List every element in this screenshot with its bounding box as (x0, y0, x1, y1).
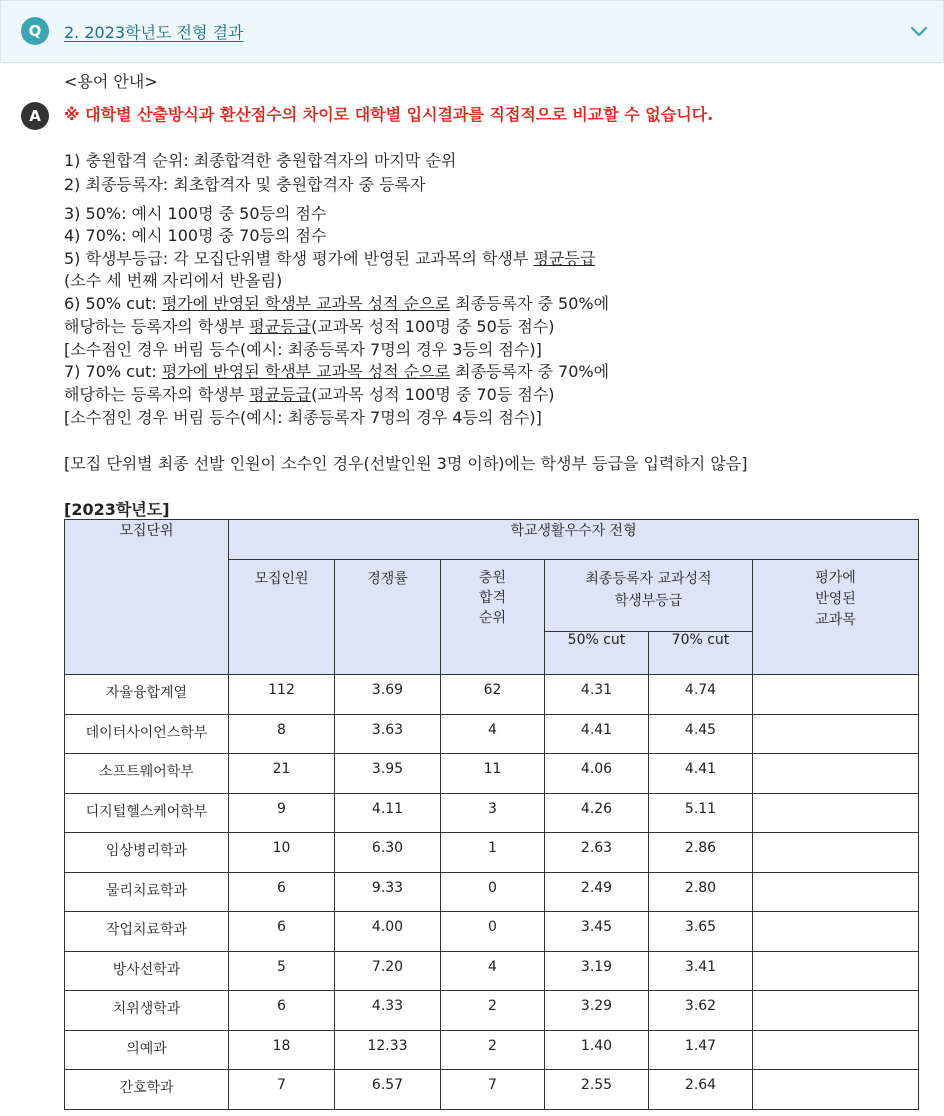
term-6-line2 (64, 316, 554, 338)
warning-text: ※ 대학별 산출방식과 환산점수의 차이로 대학별 입시결과를 직접적으로 비교할 수 없습니다. (64, 105, 714, 124)
cell-c50: 3.29 (545, 991, 649, 1031)
terms-intro: <용어 안내> (64, 72, 158, 91)
table-row (65, 793, 919, 833)
cell-c70: 2.80 (649, 872, 753, 912)
table-row (65, 754, 919, 794)
cell-c50: 2.63 (545, 833, 649, 873)
term-7-prefix: 7) 70% cut: (64, 362, 162, 381)
header-subject-line3: 교과목 (815, 612, 856, 628)
cell-subj (753, 675, 919, 715)
cell-unit: 소프트웨어학부 (65, 754, 229, 794)
cell-rank: 3 (441, 793, 545, 833)
cell-subj (753, 1070, 919, 1110)
table-row (65, 1030, 919, 1070)
cell-c50: 4.26 (545, 793, 649, 833)
cell-rank: 2 (441, 991, 545, 1031)
cell-ratio: 4.33 (335, 991, 441, 1031)
header-unit: 모집단위 (65, 520, 229, 675)
cell-ratio: 6.30 (335, 833, 441, 873)
header-group: 학교생활우수자 전형 (229, 520, 919, 560)
cell-unit: 임상병리학과 (65, 833, 229, 873)
header-grade (545, 560, 753, 632)
table-row (65, 1070, 919, 1110)
cell-c50: 4.06 (545, 754, 649, 794)
cell-c70: 2.64 (649, 1070, 753, 1110)
term-6-line2-suffix: (교과목 성적 100명 중 50등 점수) (311, 317, 555, 336)
results-table (64, 519, 919, 1110)
term-6-underline: 평가에 반영된 학생부 교과목 성적 순으로 (161, 294, 451, 313)
cell-unit: 간호학과 (65, 1070, 229, 1110)
cell-c50: 1.40 (545, 1030, 649, 1070)
term-6-line2-underline: 평균등급 (249, 317, 312, 336)
term-7-line2-underline: 평균등급 (249, 385, 312, 404)
cell-unit: 작업치료학과 (65, 912, 229, 952)
cell-c50: 3.19 (545, 951, 649, 991)
table-row (65, 951, 919, 991)
term-6-line3: [소수점인 경우 버림 등수(예시: 최종등록자 7명의 경우 3등의 점수)] (64, 340, 542, 359)
cell-rank: 2 (441, 1030, 545, 1070)
cell-ratio: 6.57 (335, 1070, 441, 1110)
cell-unit: 의예과 (65, 1030, 229, 1070)
cell-c50: 4.31 (545, 675, 649, 715)
table-row (65, 991, 919, 1031)
table-row (65, 912, 919, 952)
cell-recruit: 112 (229, 675, 335, 715)
cell-unit: 방사선학과 (65, 951, 229, 991)
cell-subj (753, 1030, 919, 1070)
cell-subj (753, 912, 919, 952)
term-7-line3: [소수점인 경우 버림 등수(예시: 최종등록자 7명의 경우 4등의 점수)] (64, 408, 542, 427)
header-grade-line1: 최종등록자 교과성적 (585, 571, 712, 587)
cell-recruit: 5 (229, 951, 335, 991)
cell-rank: 4 (441, 714, 545, 754)
cell-c70: 4.45 (649, 714, 753, 754)
header-ratio: 경쟁률 (335, 560, 441, 675)
cell-subj (753, 872, 919, 912)
cell-recruit: 6 (229, 912, 335, 952)
cell-recruit: 6 (229, 991, 335, 1031)
cell-rank: 0 (441, 912, 545, 952)
cell-c50: 2.55 (545, 1070, 649, 1110)
question-header[interactable] (0, 0, 944, 63)
chevron-down-icon[interactable] (909, 21, 929, 41)
header-grade-line2: 학생부등급 (614, 593, 683, 609)
cell-subj (753, 714, 919, 754)
cell-unit: 물리치료학과 (65, 872, 229, 912)
cell-unit: 자율융합계열 (65, 675, 229, 715)
table-row (65, 833, 919, 873)
header-rank (441, 560, 545, 675)
header-subject-line1: 평가에 (815, 570, 856, 586)
cell-unit: 디지털헬스케어학부 (65, 793, 229, 833)
cell-rank: 0 (441, 872, 545, 912)
cell-c50: 3.45 (545, 912, 649, 952)
cell-rank: 4 (441, 951, 545, 991)
cell-c50: 2.49 (545, 872, 649, 912)
cell-rank: 11 (441, 754, 545, 794)
question-title-link[interactable]: 2. 2023학년도 전형 결과 (64, 23, 244, 42)
cell-unit: 데이터사이언스학부 (65, 714, 229, 754)
cell-subj (753, 754, 919, 794)
cell-ratio: 7.20 (335, 951, 441, 991)
term-5-text: 5) 학생부등급: 각 모집단위별 학생 평가에 반영된 교과목의 학생부 (64, 249, 534, 268)
cell-rank: 62 (441, 675, 545, 715)
header-cut50: 50% cut (545, 632, 649, 675)
cell-recruit: 9 (229, 793, 335, 833)
cell-recruit: 21 (229, 754, 335, 794)
cell-c70: 1.47 (649, 1030, 753, 1070)
header-rank-line1: 충원 (478, 570, 507, 586)
cell-c70: 3.41 (649, 951, 753, 991)
cell-rank: 7 (441, 1070, 545, 1110)
cell-ratio: 9.33 (335, 872, 441, 912)
term-3: 3) 50%: 예시 100명 중 50등의 점수 (64, 204, 327, 223)
term-7-line2-suffix: (교과목 성적 100명 중 70등 점수) (311, 385, 555, 404)
cell-ratio: 3.95 (335, 754, 441, 794)
cell-c70: 4.74 (649, 675, 753, 715)
cell-ratio: 12.33 (335, 1030, 441, 1070)
question-badge: Q (21, 17, 49, 45)
header-subject-line2: 반영된 (815, 591, 856, 607)
header-subject (753, 560, 919, 675)
header-rank-line3: 순위 (478, 610, 507, 626)
table-row (65, 872, 919, 912)
term-5 (64, 248, 595, 270)
term-7-underline: 평가에 반영된 학생부 교과목 성적 순으로 (161, 362, 451, 381)
cell-c50: 4.41 (545, 714, 649, 754)
cell-subj (753, 793, 919, 833)
cell-c70: 2.86 (649, 833, 753, 873)
term-7-suffix: 최종등록자 중 70%에 (450, 362, 610, 381)
header-cut70: 70% cut (649, 632, 753, 675)
cell-c70: 4.41 (649, 754, 753, 794)
cell-c70: 3.62 (649, 991, 753, 1031)
table-row (65, 675, 919, 715)
term-6-prefix: 6) 50% cut: (64, 294, 162, 313)
cell-recruit: 18 (229, 1030, 335, 1070)
table-title: [2023학년도] (64, 500, 170, 519)
cell-ratio: 4.00 (335, 912, 441, 952)
term-5-underline: 평균등급 (533, 249, 596, 268)
cell-recruit: 8 (229, 714, 335, 754)
cell-ratio: 4.11 (335, 793, 441, 833)
cell-subj (753, 991, 919, 1031)
term-7-line2 (64, 384, 554, 406)
cell-ratio: 3.69 (335, 675, 441, 715)
cell-recruit: 10 (229, 833, 335, 873)
cell-subj (753, 951, 919, 991)
term-6 (64, 293, 609, 315)
term-1: 1) 충원합격 순위: 최종합격한 충원합격자의 마지막 순위 (64, 151, 457, 170)
cell-rank: 1 (441, 833, 545, 873)
term-7 (64, 361, 609, 383)
term-4: 4) 70%: 예시 100명 중 70등의 점수 (64, 226, 327, 245)
cell-recruit: 6 (229, 872, 335, 912)
term-7-line2-text: 해당하는 등록자의 학생부 (64, 385, 250, 404)
cell-recruit: 7 (229, 1070, 335, 1110)
cell-ratio: 3.63 (335, 714, 441, 754)
table-row (65, 714, 919, 754)
selection-note: [모집 단위별 최종 선발 인원이 소수인 경우(선발인원 3명 이하)에는 학생부 등급을 입력하지 않음] (64, 454, 748, 473)
term-6-line2-text: 해당하는 등록자의 학생부 (64, 317, 250, 336)
header-rank-line2: 합격 (478, 590, 507, 606)
cell-subj (753, 833, 919, 873)
cell-c70: 5.11 (649, 793, 753, 833)
term-5-note: (소수 세 번째 자리에서 반올림) (64, 271, 283, 290)
term-2: 2) 최종등록자: 최초합격자 및 충원합격자 중 등록자 (64, 175, 426, 194)
cell-c70: 3.65 (649, 912, 753, 952)
term-6-suffix: 최종등록자 중 50%에 (450, 294, 610, 313)
header-recruit: 모집인원 (229, 560, 335, 675)
answer-badge: A (21, 102, 49, 130)
cell-unit: 치위생학과 (65, 991, 229, 1031)
